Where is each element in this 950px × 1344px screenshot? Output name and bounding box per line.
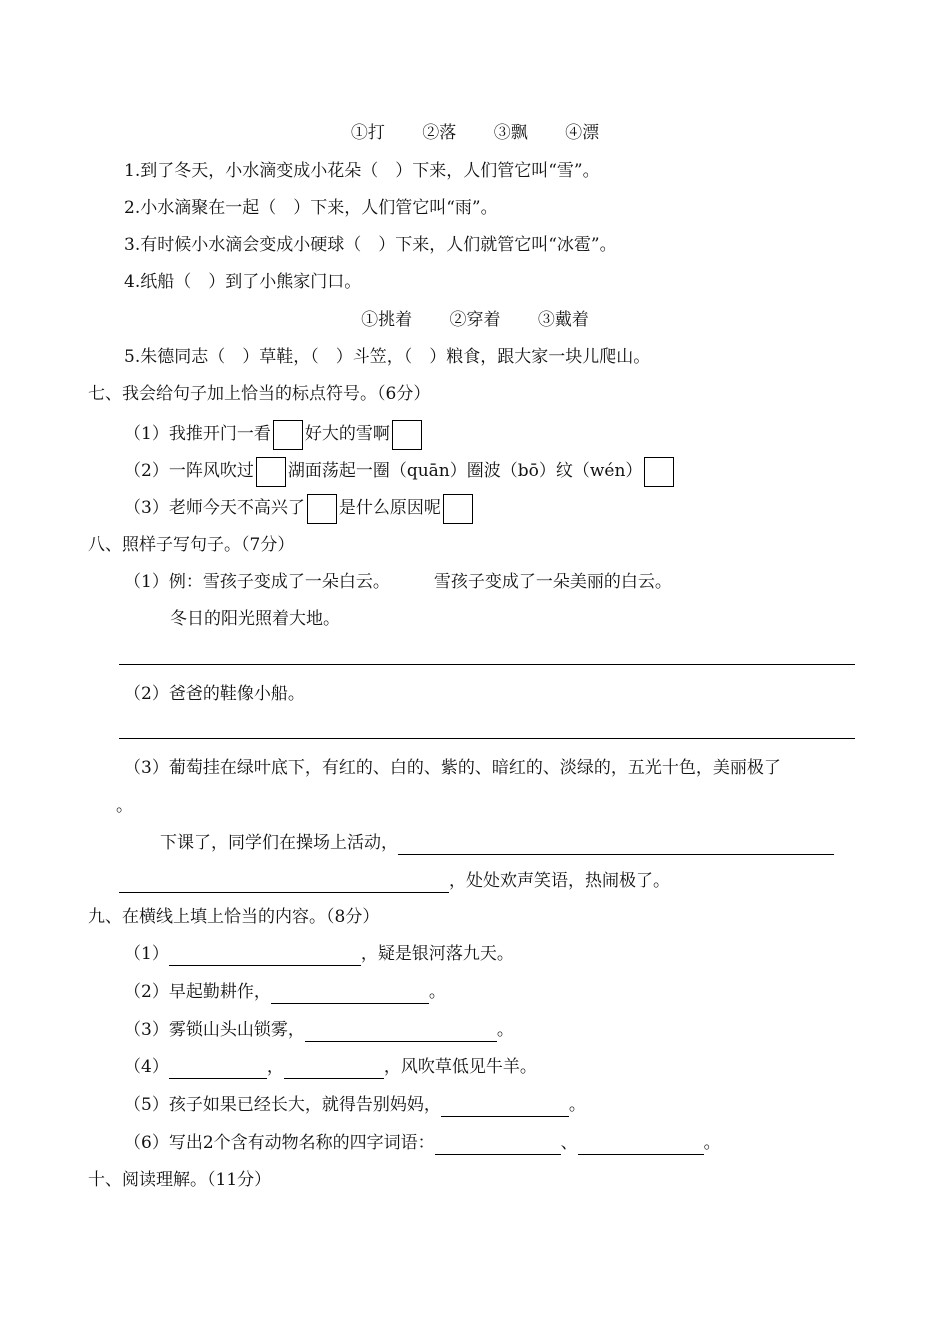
- answer-blank[interactable]: [305, 1023, 497, 1042]
- punctuation-box[interactable]: [443, 494, 473, 524]
- option: ①挑着: [361, 310, 413, 330]
- item-text: ，: [266, 1057, 284, 1077]
- fill-item-4: [124, 1055, 537, 1079]
- example-3-question-1: [160, 831, 834, 855]
- sentence-part: （2）一阵风吹过: [124, 461, 254, 481]
- item-text: （3）雾锁山头山锁雾，: [124, 1020, 305, 1040]
- options-row-b: [0, 308, 950, 332]
- answer-blank[interactable]: [284, 1060, 384, 1079]
- question-6-5: 5.朱德同志（ ）草鞋，（ ）斗笠，（ ）粮食，跟大家一块儿爬山。: [124, 347, 651, 367]
- answer-line[interactable]: [119, 738, 855, 739]
- option: ②落: [422, 123, 457, 143]
- punct-item-3: [124, 492, 475, 524]
- fill-item-6: [124, 1131, 721, 1155]
- question-6-3: 3.有时候小水滴会变成小硬球（ ）下来，人们就管它叫“冰雹”。: [124, 235, 617, 255]
- options-row-a: [0, 121, 950, 145]
- item-text: （2）早起勤耕作，: [124, 982, 271, 1002]
- punctuation-box[interactable]: [392, 420, 422, 450]
- sentence-part: （3）老师今天不高兴了: [124, 498, 305, 518]
- sentence-part: 好大的雪啊: [304, 424, 390, 444]
- section-8-title: 八、照样子写句子。（7分）: [88, 535, 295, 555]
- answer-blank[interactable]: [578, 1136, 704, 1155]
- fill-item-2: [124, 980, 446, 1004]
- sentence-part: 湖面荡起一圈（quān）圈波（bō）纹（wén）: [287, 461, 643, 481]
- item-text: 。: [428, 982, 446, 1002]
- punctuation-box[interactable]: [256, 457, 286, 487]
- item-number: （1）: [124, 944, 169, 964]
- prompt-text: ，处处欢声笑语，热闹极了。: [449, 871, 670, 891]
- answer-blank[interactable]: [398, 836, 834, 855]
- section-10-title: 十、阅读理解。（11分）: [88, 1170, 272, 1190]
- item-text: ，风吹草低见牛羊。: [383, 1057, 537, 1077]
- example-answer: 雪孩子变成了一朵美丽的白云。: [433, 572, 672, 592]
- option: ③戴着: [537, 310, 589, 330]
- option: ③飘: [493, 123, 528, 143]
- option: ①打: [350, 123, 385, 143]
- punct-item-1: [124, 418, 424, 450]
- punctuation-box[interactable]: [273, 420, 303, 450]
- example-1-question: 冬日的阳光照着大地。: [170, 609, 340, 629]
- question-6-4: 4.纸船（ ）到了小熊家门口。: [124, 272, 362, 292]
- punct-item-2: [124, 455, 676, 487]
- item-text: （6）写出2个含有动物名称的四字词语：: [124, 1133, 435, 1153]
- fill-item-3: [124, 1018, 514, 1042]
- option: ②穿着: [449, 310, 501, 330]
- question-6-2: 2.小水滴聚在一起（ ）下来，人们管它叫“雨”。: [124, 198, 498, 218]
- fill-item-5: [124, 1093, 586, 1117]
- item-text: ，疑是银河落九天。: [360, 944, 514, 964]
- option: ④漂: [565, 123, 600, 143]
- example-1: [124, 570, 672, 594]
- section-9-title: 九、在横线上填上恰当的内容。（8分）: [88, 907, 380, 927]
- item-text: 。: [496, 1020, 514, 1040]
- answer-blank[interactable]: [169, 1060, 267, 1079]
- example-sentence: （1）例：雪孩子变成了一朵白云。: [124, 572, 390, 592]
- item-text: 。: [568, 1095, 586, 1115]
- answer-blank[interactable]: [271, 985, 429, 1004]
- item-text: 。: [703, 1133, 721, 1153]
- section-7-title: 七、我会给句子加上恰当的标点符号。（6分）: [88, 384, 431, 404]
- answer-line[interactable]: [119, 664, 855, 665]
- example-3-question-2: [119, 869, 670, 893]
- answer-blank[interactable]: [435, 1136, 561, 1155]
- sentence-part: 是什么原因呢: [338, 498, 441, 518]
- fill-item-1: [124, 942, 514, 966]
- item-text: 、: [560, 1133, 578, 1153]
- answer-blank[interactable]: [119, 874, 449, 893]
- item-text: （5）孩子如果已经长大，就得告别妈妈，: [124, 1095, 441, 1115]
- item-number: （4）: [124, 1057, 169, 1077]
- punctuation-box[interactable]: [644, 457, 674, 487]
- punctuation-box[interactable]: [307, 494, 337, 524]
- prompt-text: 下课了，同学们在操场上活动，: [160, 833, 398, 853]
- answer-blank[interactable]: [441, 1098, 569, 1117]
- example-3: （3）葡萄挂在绿叶底下，有红的、白的、紫的、暗红的、淡绿的，五光十色，美丽极了: [124, 758, 781, 778]
- question-6-1: 1.到了冬天，小水滴变成小花朵（ ）下来，人们管它叫“雪”。: [124, 161, 600, 181]
- answer-blank[interactable]: [169, 947, 361, 966]
- sentence-part: （1）我推开门一看: [124, 424, 271, 444]
- example-3-end: 。: [116, 796, 133, 816]
- example-2: （2）爸爸的鞋像小船。: [124, 684, 305, 704]
